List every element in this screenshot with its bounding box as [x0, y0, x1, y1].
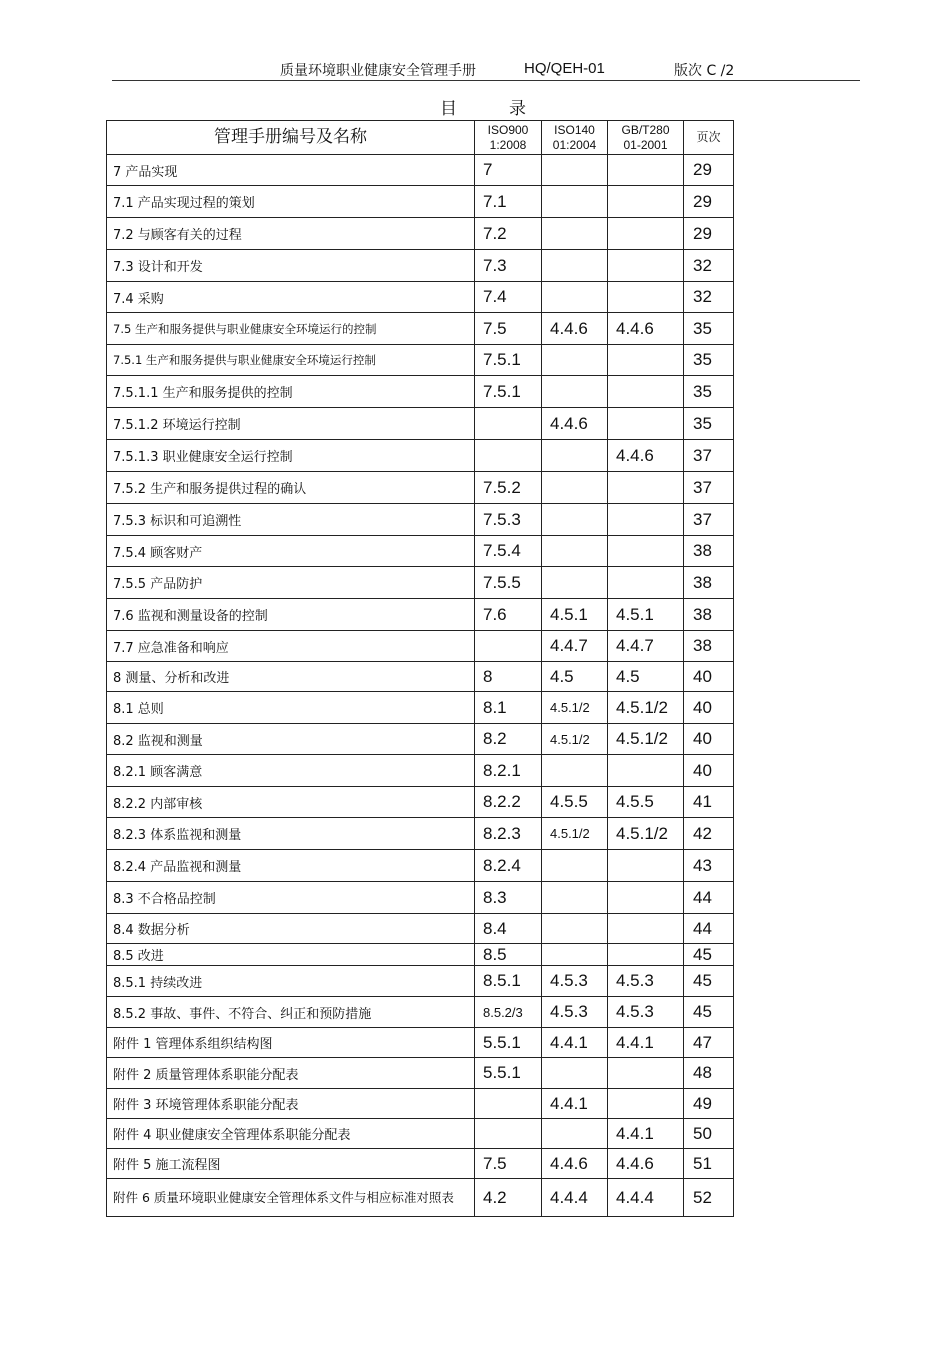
table-row [107, 1119, 734, 1149]
row-page: 45 [684, 997, 734, 1028]
row-iso9001: 5.5.1 [475, 1028, 542, 1058]
row-page: 35 [684, 408, 734, 440]
row-gbt28001: 4.5.1/2 [608, 724, 684, 755]
row-iso14001 [542, 944, 608, 966]
row-gbt28001 [608, 472, 684, 504]
row-iso9001: 7 [475, 155, 542, 186]
row-iso14001 [542, 504, 608, 536]
row-name: 8.5.1 持续改进 [107, 966, 475, 997]
version-label: 版次 C /2 [674, 63, 735, 79]
row-gbt28001 [608, 155, 684, 186]
table-row [107, 155, 734, 186]
table-row [107, 313, 734, 345]
col-header-page: 页次 [684, 121, 734, 155]
row-iso9001: 8.5.2/3 [475, 997, 542, 1028]
row-gbt28001 [608, 850, 684, 882]
row-gbt28001 [608, 755, 684, 787]
toc-title: 目录 [440, 99, 578, 119]
row-iso9001: 8.1 [475, 692, 542, 724]
row-iso9001: 7.5.5 [475, 567, 542, 599]
row-iso14001 [542, 536, 608, 567]
row-iso14001: 4.5.5 [542, 787, 608, 818]
row-iso14001 [542, 155, 608, 186]
row-gbt28001 [608, 282, 684, 313]
row-gbt28001 [608, 882, 684, 914]
row-iso9001: 7.6 [475, 599, 542, 631]
table-row [107, 599, 734, 631]
table-row [107, 376, 734, 408]
row-iso9001: 7.5 [475, 1149, 542, 1179]
row-name: 8.2.3 体系监视和测量 [107, 818, 475, 850]
row-iso14001: 4.4.1 [542, 1089, 608, 1119]
table-row [107, 1058, 734, 1089]
row-name: 7.5.5 产品防护 [107, 567, 475, 599]
row-page: 45 [684, 966, 734, 997]
col-header-iso14001 [542, 121, 608, 155]
col-header-iso9001-line1: ISO900 [487, 122, 529, 137]
row-iso9001: 8.2.4 [475, 850, 542, 882]
col-header-gbt28001-line2: 01-2001 [623, 137, 668, 152]
table-row [107, 914, 734, 944]
table-row [107, 631, 734, 662]
row-gbt28001 [608, 376, 684, 408]
row-iso14001: 4.5.1/2 [542, 692, 608, 724]
row-name: 7.5.1.1 生产和服务提供的控制 [107, 376, 475, 408]
row-gbt28001 [608, 250, 684, 282]
row-name: 7.5.1.3 职业健康安全运行控制 [107, 440, 475, 472]
table-row [107, 1179, 734, 1217]
row-gbt28001: 4.4.1 [608, 1119, 684, 1149]
row-page: 51 [684, 1149, 734, 1179]
table-row [107, 755, 734, 787]
row-name: 8.2 监视和测量 [107, 724, 475, 755]
row-iso9001: 7.5.1 [475, 345, 542, 376]
row-iso9001: 7.1 [475, 186, 542, 218]
row-gbt28001 [608, 1089, 684, 1119]
row-iso9001: 8.2.3 [475, 818, 542, 850]
row-iso14001: 4.4.7 [542, 631, 608, 662]
row-name: 7 产品实现 [107, 155, 475, 186]
row-page: 35 [684, 376, 734, 408]
row-page: 38 [684, 599, 734, 631]
row-page: 50 [684, 1119, 734, 1149]
table-row [107, 250, 734, 282]
table-row [107, 536, 734, 567]
row-iso14001 [542, 472, 608, 504]
row-iso9001: 7.5.4 [475, 536, 542, 567]
table-row [107, 662, 734, 692]
row-gbt28001: 4.5 [608, 662, 684, 692]
toc-table [106, 120, 734, 1217]
row-page: 44 [684, 882, 734, 914]
table-row [107, 408, 734, 440]
row-iso9001: 8.2.1 [475, 755, 542, 787]
manual-title: 质量环境职业健康安全管理手册 [280, 63, 476, 79]
row-page: 37 [684, 472, 734, 504]
row-name: 7.5.3 标识和可追溯性 [107, 504, 475, 536]
row-page: 29 [684, 218, 734, 250]
row-name: 8 测量、分析和改进 [107, 662, 475, 692]
row-iso14001: 4.5 [542, 662, 608, 692]
row-iso14001 [542, 250, 608, 282]
row-name: 附件 5 施工流程图 [107, 1149, 475, 1179]
row-iso9001: 8.2 [475, 724, 542, 755]
row-name: 附件 6 质量环境职业健康安全管理体系文件与相应标准对照表 [107, 1179, 475, 1217]
table-row [107, 818, 734, 850]
row-iso14001: 4.5.1/2 [542, 724, 608, 755]
row-iso14001: 4.5.3 [542, 997, 608, 1028]
row-iso9001: 7.5.2 [475, 472, 542, 504]
table-row [107, 186, 734, 218]
row-page: 35 [684, 345, 734, 376]
row-iso9001: 8 [475, 662, 542, 692]
row-iso14001: 4.4.4 [542, 1179, 608, 1217]
row-page: 43 [684, 850, 734, 882]
row-page: 40 [684, 724, 734, 755]
row-page: 49 [684, 1089, 734, 1119]
row-gbt28001: 4.5.1/2 [608, 818, 684, 850]
row-gbt28001 [608, 408, 684, 440]
row-gbt28001: 4.4.1 [608, 1028, 684, 1058]
row-name: 7.5.2 生产和服务提供过程的确认 [107, 472, 475, 504]
row-name: 7.5.1 生产和服务提供与职业健康安全环境运行控制 [107, 345, 475, 376]
row-name: 附件 2 质量管理体系职能分配表 [107, 1058, 475, 1089]
table-row [107, 1149, 734, 1179]
row-iso14001 [542, 882, 608, 914]
row-gbt28001 [608, 345, 684, 376]
row-gbt28001: 4.4.7 [608, 631, 684, 662]
col-header-iso14001-line2: 01:2004 [552, 137, 597, 152]
table-row [107, 345, 734, 376]
table-row [107, 692, 734, 724]
row-name: 附件 1 管理体系组织结构图 [107, 1028, 475, 1058]
row-iso9001: 7.4 [475, 282, 542, 313]
row-page: 48 [684, 1058, 734, 1089]
row-page: 40 [684, 662, 734, 692]
row-page: 38 [684, 536, 734, 567]
table-row [107, 724, 734, 755]
row-gbt28001: 4.5.1/2 [608, 692, 684, 724]
table-row [107, 282, 734, 313]
row-name: 7.1 产品实现过程的策划 [107, 186, 475, 218]
row-name: 7.4 采购 [107, 282, 475, 313]
col-header-gbt28001 [608, 121, 684, 155]
row-iso14001 [542, 376, 608, 408]
table-row [107, 440, 734, 472]
row-page: 42 [684, 818, 734, 850]
row-iso9001: 7.5.3 [475, 504, 542, 536]
table-row [107, 882, 734, 914]
row-iso14001 [542, 440, 608, 472]
row-page: 47 [684, 1028, 734, 1058]
row-name: 8.2.2 内部审核 [107, 787, 475, 818]
row-iso9001: 8.4 [475, 914, 542, 944]
page-header [112, 58, 860, 81]
row-name: 8.4 数据分析 [107, 914, 475, 944]
row-gbt28001: 4.5.3 [608, 997, 684, 1028]
row-name: 8.2.1 顾客满意 [107, 755, 475, 787]
row-iso9001: 4.2 [475, 1179, 542, 1217]
row-iso14001 [542, 1058, 608, 1089]
table-row [107, 504, 734, 536]
row-name: 8.1 总则 [107, 692, 475, 724]
row-gbt28001: 4.5.1 [608, 599, 684, 631]
row-page: 41 [684, 787, 734, 818]
row-iso14001: 4.5.1 [542, 599, 608, 631]
row-iso14001: 4.5.1/2 [542, 818, 608, 850]
row-iso14001: 4.4.6 [542, 313, 608, 345]
table-row [107, 472, 734, 504]
row-name: 附件 3 环境管理体系职能分配表 [107, 1089, 475, 1119]
row-name: 附件 4 职业健康安全管理体系职能分配表 [107, 1119, 475, 1149]
row-iso14001 [542, 186, 608, 218]
table-row [107, 850, 734, 882]
row-gbt28001 [608, 536, 684, 567]
row-page: 45 [684, 944, 734, 966]
row-page: 40 [684, 755, 734, 787]
row-name: 7.3 设计和开发 [107, 250, 475, 282]
row-iso9001 [475, 1119, 542, 1149]
row-iso9001 [475, 408, 542, 440]
row-iso14001: 4.4.1 [542, 1028, 608, 1058]
row-iso14001 [542, 282, 608, 313]
row-gbt28001 [608, 567, 684, 599]
row-iso14001 [542, 850, 608, 882]
row-iso14001 [542, 218, 608, 250]
row-iso9001: 7.2 [475, 218, 542, 250]
col-header-iso14001-line1: ISO140 [554, 122, 595, 137]
row-iso9001: 7.5 [475, 313, 542, 345]
table-row [107, 218, 734, 250]
row-page: 32 [684, 250, 734, 282]
row-iso14001 [542, 345, 608, 376]
row-page: 37 [684, 504, 734, 536]
row-name: 7.7 应急准备和响应 [107, 631, 475, 662]
table-row [107, 966, 734, 997]
row-iso14001 [542, 567, 608, 599]
row-name: 8.3 不合格品控制 [107, 882, 475, 914]
row-iso9001: 7.5.1 [475, 376, 542, 408]
table-row [107, 1089, 734, 1119]
row-name: 8.5.2 事故、事件、不符合、纠正和预防措施 [107, 997, 475, 1028]
row-gbt28001: 4.4.6 [608, 440, 684, 472]
row-name: 8.2.4 产品监视和测量 [107, 850, 475, 882]
document-code: HQ/QEH-01 [524, 60, 605, 77]
row-gbt28001: 4.5.3 [608, 966, 684, 997]
row-gbt28001: 4.4.6 [608, 1149, 684, 1179]
row-iso9001: 8.5.1 [475, 966, 542, 997]
row-page: 32 [684, 282, 734, 313]
row-page: 35 [684, 313, 734, 345]
row-iso14001 [542, 755, 608, 787]
row-iso14001: 4.4.6 [542, 1149, 608, 1179]
row-name: 7.5.1.2 环境运行控制 [107, 408, 475, 440]
row-gbt28001: 4.4.6 [608, 313, 684, 345]
row-gbt28001 [608, 504, 684, 536]
row-iso14001: 4.4.6 [542, 408, 608, 440]
row-iso9001: 5.5.1 [475, 1058, 542, 1089]
row-name: 7.6 监视和测量设备的控制 [107, 599, 475, 631]
row-iso14001: 4.5.3 [542, 966, 608, 997]
row-iso14001 [542, 1119, 608, 1149]
col-header-iso9001-line2: 1:2008 [489, 137, 527, 152]
row-page: 40 [684, 692, 734, 724]
row-iso9001: 8.3 [475, 882, 542, 914]
row-gbt28001 [608, 218, 684, 250]
row-iso9001 [475, 1089, 542, 1119]
row-gbt28001 [608, 186, 684, 218]
col-header-gbt28001-line1: GB/T280 [621, 122, 670, 137]
row-iso9001 [475, 440, 542, 472]
row-name: 8.5 改进 [107, 944, 475, 966]
row-gbt28001 [608, 914, 684, 944]
row-iso9001: 8.5 [475, 944, 542, 966]
row-gbt28001 [608, 1058, 684, 1089]
row-iso9001 [475, 631, 542, 662]
row-gbt28001 [608, 944, 684, 966]
row-iso9001: 7.3 [475, 250, 542, 282]
row-page: 37 [684, 440, 734, 472]
col-header-iso9001 [475, 121, 542, 155]
row-page: 29 [684, 186, 734, 218]
row-page: 44 [684, 914, 734, 944]
row-page: 38 [684, 567, 734, 599]
table-row [107, 944, 734, 966]
row-iso9001: 8.2.2 [475, 787, 542, 818]
row-gbt28001: 4.4.4 [608, 1179, 684, 1217]
row-gbt28001: 4.5.5 [608, 787, 684, 818]
table-row [107, 787, 734, 818]
row-page: 38 [684, 631, 734, 662]
row-name: 7.5 生产和服务提供与职业健康安全环境运行的控制 [107, 313, 475, 345]
table-header-row [107, 121, 734, 155]
table-row [107, 997, 734, 1028]
table-row [107, 1028, 734, 1058]
row-name: 7.2 与顾客有关的过程 [107, 218, 475, 250]
row-name: 7.5.4 顾客财产 [107, 536, 475, 567]
row-page: 52 [684, 1179, 734, 1217]
table-row [107, 567, 734, 599]
row-page: 29 [684, 155, 734, 186]
col-header-name: 管理手册编号及名称 [107, 121, 475, 155]
row-iso14001 [542, 914, 608, 944]
